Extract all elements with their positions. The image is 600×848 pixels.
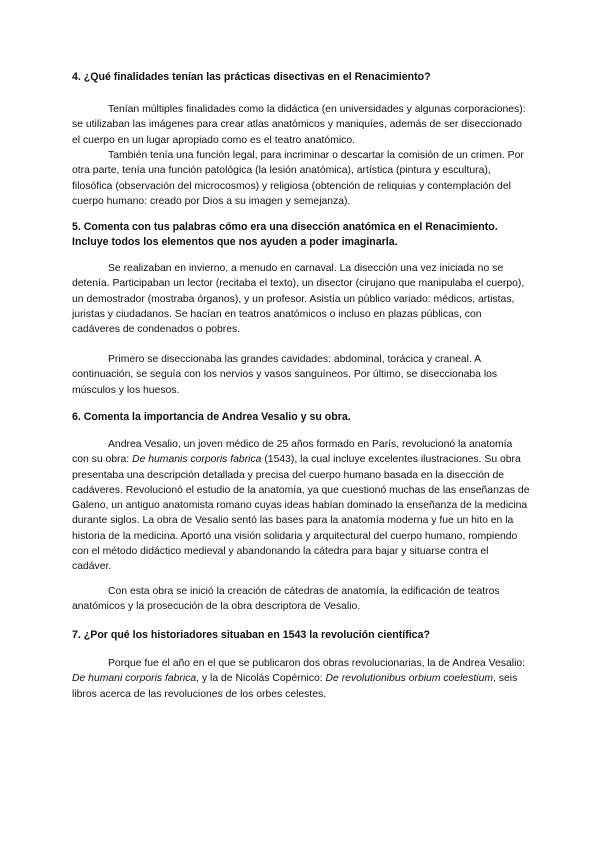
p7-text-a: Porque fue el año en el que se publicaron dos obras revolucionarias, la de Andrea Vesalio: xyxy=(108,658,526,669)
question-7-heading: 7. ¿Por qué los historiadores situaban en 1543 la revolución científica? xyxy=(72,629,430,641)
book-title-revolutionibus: De revolutionibus orbium coelestium xyxy=(325,673,494,685)
p1-text-a: Andrea Vesalio, un joven médico de 25 años formado en París, revolucionó la anatomía con su obra: xyxy=(72,439,513,466)
question-5-paragraph-2: Primero se diseccionaba las grandes cavidades: abdominal, torácica y craneal. A continuación, se seguía con los nervios y vasos sanguíneos. Por último, se diseccionaba los músculos y los huesos. xyxy=(72,354,498,396)
book-title-fabrica-2: De humani corporis fabrica xyxy=(72,673,197,685)
question-6-paragraph-2: Con esta obra se inició la creación de cátedras de anatomía, la edificación de teatros anatómicos y la prosecución de la obra descriptora de Vesalio. xyxy=(72,586,500,613)
question-4-paragraph-2: También tenía una función legal, para incriminar o descartar la comisión de un crimen. Por otra parte, tenía una función patológica (la lesión anatómica), artística (pintura y escultura), filosófica (observación del microcosmos) y religiosa (obtención de reliquias y contemplación del cuerpo humano: creado por Dios a su imagen y semejanza). xyxy=(72,150,524,207)
book-title-fabrica: De humanis corporis fabrica xyxy=(132,454,262,466)
p1-text-b: (1543), la cual incluye excelentes ilustraciones. Su obra presentaba una descripción detallada y precisa del cuerpo humano basada en la disección de cadáveres. Revolucionó el estudio de la anatomía, ya que cuestionó muchas de las enseñanzas de Galeno, un antiguo anatomista romano cuyas ideas habían dominado la enseñanza de la medicina durante siglos. La obra de Vesalio sentó las bases para la anatomía moderna y fue un hito en la historia de la medicina. Aportó una visión solidaria y arquitectural del cuerpo humano, rompiendo con el método didáctico medieval y abandonando la cátedra para bajar y situarse contra el cadáver. xyxy=(72,454,530,573)
p7-text-c: , y la de Nicolás Copérnico: xyxy=(196,673,326,685)
question-7-paragraph-1 xyxy=(72,656,530,702)
p7-text-e: , seis libros acerca de las revoluciones de los orbes celestes. xyxy=(72,673,518,700)
question-4-paragraph-1: Tenían múltiples finalidades como la didáctica (en universidades y algunas corporaciones): se utilizaban las imágenes para crear atlas anatómicos y maniquíes, además de ser diseccionado el cuerpo en un lugar apropiado como es el teatro anatómico. xyxy=(72,104,526,146)
question-4-heading: 4. ¿Qué finalidades tenían las prácticas disectivas en el Renacimiento? xyxy=(72,71,431,83)
question-5-paragraph-1: Se realizaban en invierno, a menudo en carnaval. La disección una vez iniciada no se detenía. Participaban un lector (recitaba el texto), un disector (cirujano que manipulaba el cuerpo), un demostrador (mostraba órganos), y un profesor. Asistía un público variado: médicos, artistas, juristas y ciudadanos. Se hacían en teatros anatómicos o incluso en plazas públicas, con cadáveres de condenados o pobres. xyxy=(72,263,525,336)
question-6-paragraph-1 xyxy=(72,437,530,575)
question-6-heading: 6. Comenta la importancia de Andrea Vesalio y su obra. xyxy=(72,411,351,423)
question-5-heading: 5. Comenta con tus palabras cómo era una disección anatómica en el Renacimiento. Incluye todos los elementos que nos ayuden a poder imaginarla. xyxy=(72,221,498,248)
